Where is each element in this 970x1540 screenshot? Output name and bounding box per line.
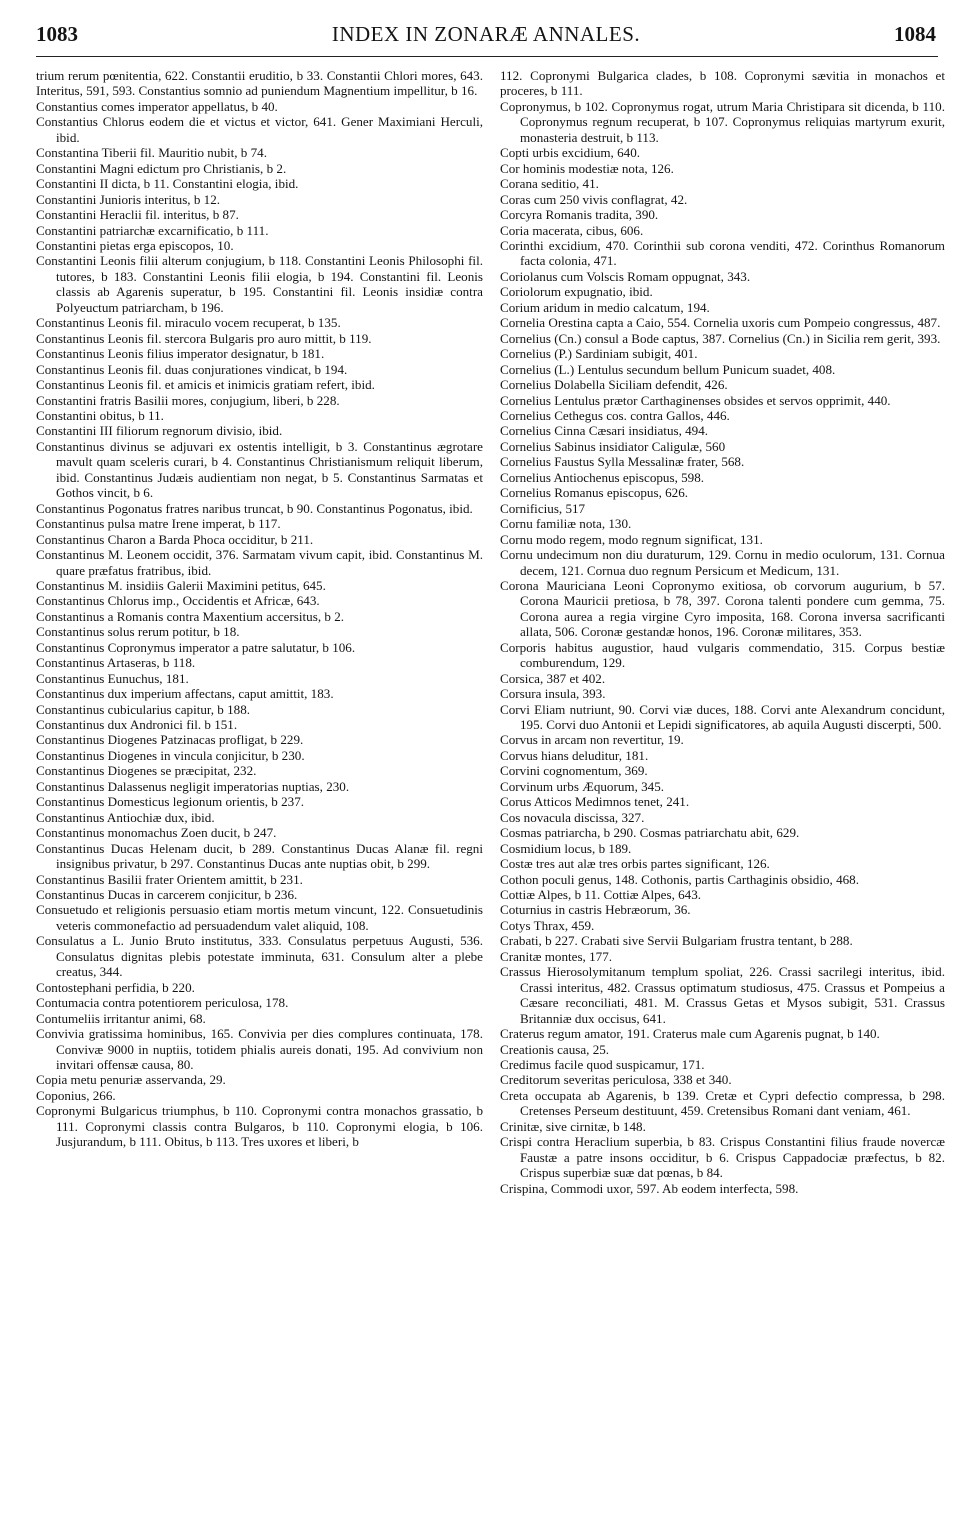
index-entry: Constantinus Ducas in carcerem conjicitur, b 236. — [36, 887, 298, 903]
index-entry: Constantini patriarchæ excarnificatio, b 111. — [36, 222, 269, 238]
index-entry: Constantinus divinus se adjuvari ex ostentis intelligit, b 3. Constantinus ægrotare mavult quam sceleris curari, b 4. Constantinus Christianismum reliquit liberum, ibid. Constantinus Judæis audientiam non negat, b 5. Constantinus Sarmatas et Gothos vincit, b 6. — [36, 438, 483, 501]
index-entry: Constantini Heraclii fil. interitus, b 87. — [36, 207, 239, 223]
index-entry: Corvus in arcam non revertitur, 19. — [500, 732, 684, 748]
index-entry: Contumacia contra potentiorem periculosa, 178. — [36, 995, 289, 1011]
index-entry: Cornu familiæ nota, 130. — [500, 516, 632, 532]
header-rule — [36, 56, 938, 57]
index-entry: Coponius, 266. — [36, 1087, 116, 1103]
index-entry: Corvinum urbs Æquorum, 345. — [500, 778, 665, 794]
index-entry: Corus Atticos Medimnos tenet, 241. — [500, 794, 690, 810]
index-entry: Corsica, 387 et 402. — [500, 670, 606, 686]
index-entry: Corvi Eliam nutriunt, 90. Corvi viæ duces, 188. Corvi ante Alexandrum concidunt, 195. Corvi duo Antonii et Lepidi significatores, ab aquila Augusti discerpti, 500. — [500, 701, 945, 733]
left-column — [36, 68, 483, 1150]
index-entry: Cornificius, 517 — [500, 500, 586, 516]
index-entry: Copronymus, b 102. Copronymus rogat, utrum Maria Christipara sit dicenda, b 110. Copronymus regnum recuperat, b 107. Copronymus reliquias martyrum exurit, monasteria destruit, b 113. — [500, 98, 945, 145]
index-entry: Corinthi excidium, 470. Corinthii sub corona venditi, 472. Corinthus Romanorum facta colonia, 471. — [500, 237, 945, 269]
index-entry: Constantinus M. insidiis Galerii Maximini petitus, 645. — [36, 577, 326, 593]
index-entry: Constantinus Pogonatus fratres naribus truncat, b 90. Constantinus Pogonatus, ibid. — [36, 500, 473, 516]
index-entry: Constantinus dux imperium affectans, caput amittit, 183. — [36, 686, 334, 702]
index-entry: Constantinus M. Leonem occidit, 376. Sarmatam vivum capit, ibid. Constantinus M. quare præfatus fratribus, ibid. — [36, 547, 483, 578]
index-entry: Constantinus Copronymus imperator a patre salutatur, b 106. — [36, 639, 356, 655]
index-entry: Contostephani perfidia, b 220. — [36, 979, 195, 995]
index-entry: Cosmas patriarcha, b 290. Cosmas patriarchatu abit, 629. — [500, 825, 800, 841]
index-entry: Corona Mauriciana Leoni Copronymo exitiosa, ob corvorum augurium, b 57. Corona Mauricii pretiosa, b 78, 397. Corona talenti pondere cum gemma, 75. Corona aurea a regia virgine Cyro imposita, 168. Corona inversa sacrificanti allata, 506. Coronæ gestandæ honos, 196. Coronæ militares, 353. — [500, 577, 945, 640]
index-entry: Constantinus pulsa matre Irene imperat, b 117. — [36, 516, 281, 532]
index-entry: Constantinus Dalassenus negligit imperatorias nuptias, 230. — [36, 778, 350, 794]
index-entry: Cornelius (L.) Lentulus secundum bellum Punicum suadet, 408. — [500, 361, 836, 377]
index-entry: Crinitæ, sive cirnitæ, b 148. — [500, 1118, 646, 1134]
index-entry: Corvus hians deluditur, 181. — [500, 747, 649, 763]
index-entry: Constantinus Diogenes in vincula conjicitur, b 230. — [36, 747, 305, 763]
index-entry: Constantini Junioris interitus, b 12. — [36, 191, 221, 207]
index-entry: trium rerum pœnitentia, 622. Constantii eruditio, b 33. Constantii Chlori mores, 643. Interitus, 591, 593. Constantius somnio ad puniendum Magnentium impellitur, b 16. — [36, 68, 483, 99]
index-entry: Coras cum 250 vivis conflagrat, 42. — [500, 191, 688, 207]
page-number-left: 1083 — [36, 22, 78, 46]
index-entry: Constantius Chlorus eodem die et victus et victor, 641. Gener Maximiani Herculi, ibid. — [36, 114, 483, 145]
index-entry: Creta occupata ab Agarenis, b 139. Cretæ et Cypri defectio compressa, b 298. Cretenses Perseum destituunt, 459. Cretensibus Romani dant veniam, 461. — [500, 1087, 945, 1119]
index-entry: Contumeliis irritantur animi, 68. — [36, 1010, 206, 1026]
index-entry: Cor hominis modestiæ nota, 126. — [500, 160, 674, 176]
index-entry: Cornu undecimum non diu duraturum, 129. Cornu in medio oculorum, 131. Cornua decem, 121. Cornua duo regnum Persicum et Medicum, 131. — [500, 547, 945, 578]
index-entry: Cornelius Faustus Sylla Messalinæ frater, 568. — [500, 454, 745, 470]
index-entry: Constantinus Leonis fil. duas conjurationes vindicat, b 194. — [36, 361, 348, 377]
index-entry: Constantinus Basilii frater Orientem amittit, b 231. — [36, 871, 303, 887]
index-entry: Constantini Leonis filii alterum conjugium, b 118. Constantini Leonis Philosophi fil. tutores, b 183. Constantini Leonis filii elogia, b 194. Constantini fil. Leonis classis ab Agarenis superatur, b 195. Constantini fil. Leonis insidiæ contra Polyeuctum patriarcham, b 196. — [36, 253, 483, 315]
page-header — [36, 16, 936, 50]
index-entry: Cotys Thrax, 459. — [500, 917, 595, 933]
index-entry: Craterus regum amator, 191. Craterus male cum Agarenis pugnat, b 140. — [500, 1026, 880, 1042]
index-entry: Crispi contra Heraclium superbia, b 83. Crispus Constantini filius fraude novercæ Faustæ a patre insons occiditur, b 6. Crispus Cappadociæ præfectus, b 82. Crispus superbiæ suæ dat pœnas, b 84. — [500, 1134, 945, 1181]
index-entry: Consuetudo et religionis persuasio etiam mortis metum vincunt, 122. Consuetudinis veteris commonefactio ad persuadendum valet aliquid, 108. — [36, 902, 483, 933]
page-number-right: 1084 — [894, 22, 936, 46]
index-entry: Constantinus Leonis fil. miraculo vocem recuperat, b 135. — [36, 315, 341, 331]
index-entry: Constantinus Leonis filius imperator designatur, b 181. — [36, 346, 325, 362]
index-entry: Constantinus Diogenes Patzinacas profligat, b 229. — [36, 732, 304, 748]
index-entry: Constantina Tiberii fil. Mauritio nubit, b 74. — [36, 145, 267, 161]
index-entry: Crispina, Commodi uxor, 597. Ab eodem interfecta, 598. — [500, 1180, 799, 1196]
index-entry: Consulatus a L. Junio Bruto institutus, 333. Consulatus perpetuus Augusti, 536. Consulatus dignitas plebis potestate imminuta, 631. Consulum alter a plebe creatus, 344. — [36, 933, 483, 980]
index-entry: Constantinus Artaseras, b 118. — [36, 655, 196, 671]
index-entry: Constantinus Leonis fil. et amicis et inimicis gratiam refert, ibid. — [36, 377, 375, 393]
index-entry: Cosmidium locus, b 189. — [500, 840, 632, 856]
index-entry: Cornelius Cinna Cæsari insidiatus, 494. — [500, 423, 709, 439]
index-entry: Constantinus monomachus Zoen ducit, b 247. — [36, 825, 277, 841]
index-entry: Cornelia Orestina capta a Caio, 554. Cornelia uxoris cum Pompeio congressus, 487. — [500, 315, 941, 331]
index-entry: Constantinus solus rerum potitur, b 18. — [36, 624, 240, 640]
index-entry: Constantinus Antiochiæ dux, ibid. — [36, 809, 215, 825]
index-entry: Copronymi Bulgaricus triumphus, b 110. Copronymi contra monachos grassatio, b 111. Copronymi classis contra Bulgaros, b 110. Copronymi elogia, b 106. Jusjurandum, b 111. Obitus, b 113. Tres uxores et liberi, b — [36, 1103, 483, 1150]
index-entry: Constantini Magni edictum pro Christianis, b 2. — [36, 160, 287, 176]
index-entry: Corsura insula, 393. — [500, 686, 606, 702]
index-entry: Constantinus cubicularius capitur, b 188. — [36, 701, 251, 717]
index-entry: Corporis habitus augustior, haud vulgaris commendatio, 315. Corpus bestiæ comburendum, 129. — [500, 639, 945, 671]
index-entry: Cornelius (Cn.) consul a Bode captus, 387. Cornelius (Cn.) in Sicilia rem gerit, 393. — [500, 330, 941, 346]
index-entry: Cos novacula discissa, 327. — [500, 809, 645, 825]
running-title: INDEX IN ZONARÆ ANNALES. — [331, 22, 641, 46]
index-entry: Cothon poculi genus, 148. Cothonis, partis Carthaginis obsidio, 468. — [500, 871, 859, 887]
index-entry: Corium aridum in medio calcatum, 194. — [500, 299, 710, 315]
index-entry: Convivia gratissima hominibus, 165. Convivia per dies complures continuata, 178. Convivæ 9000 in nuptiis, totidem phialis aureis donati, 195. Ad convivium non invitari offensæ causa, 80. — [36, 1026, 483, 1072]
index-entry: Credimus facile quod suspicamur, 171. — [500, 1057, 705, 1072]
index-entry: Cornelius Dolabella Siciliam defendit, 426. — [500, 377, 728, 393]
index-entry: Crassus Hierosolymitanum templum spoliat, 226. Crassi sacrilegi interitus, ibid. Crassi interitus, 482. Crassus optimatum studiosus, 475. Crassus et Pompeius a Cæsare reconciliati, 481. M. Crassus Getas et Mysos subigit, 531. Crassus Britanniæ dux occisus, 641. — [500, 964, 945, 1026]
index-entry: Cranitæ montes, 177. — [500, 948, 613, 964]
index-entry: Constantini II dicta, b 11. Constantini elogia, ibid. — [36, 176, 299, 192]
index-entry: Constantinus Eunuchus, 181. — [36, 670, 189, 686]
index-entry: Constantinus Domesticus legionum orientis, b 237. — [36, 794, 305, 810]
index-entry: Constantinus Diogenes se præcipitat, 232. — [36, 763, 257, 779]
index-entry: Corana seditio, 41. — [500, 176, 599, 192]
index-entry: Constantini III filiorum regnorum divisio, ibid. — [36, 423, 283, 439]
index-entry: Cornelius Lentulus prætor Carthaginenses obsides et servos opprimit, 440. — [500, 392, 891, 408]
index-entry: Creationis causa, 25. — [500, 1041, 610, 1057]
index-entry: Cornelius Sabinus insidiator Caligulæ, 560 — [500, 438, 726, 454]
index-entry: 112. Copronymi Bulgarica clades, b 108. Copronymi sævitia in monachos et proceres, b 111. — [500, 68, 945, 99]
index-entry: Coria macerata, cibus, 606. — [500, 222, 644, 238]
index-entry: Constantinus a Romanis contra Maxentium accersitus, b 2. — [36, 608, 345, 624]
index-entry: Coriolanus cum Volscis Romam oppugnat, 343. — [500, 268, 751, 284]
index-entry: Copia metu penuriæ asservanda, 29. — [36, 1072, 226, 1088]
index-entry: Cornelius Romanus episcopus, 626. — [500, 485, 689, 501]
index-entry: Cornelius (P.) Sardiniam subigit, 401. — [500, 346, 698, 362]
index-entry: Constantinus Leonis fil. stercora Bulgaris pro auro mittit, b 119. — [36, 330, 372, 346]
index-entry: Constantini fratris Basilii mores, conjugium, liberi, b 228. — [36, 392, 340, 408]
index-entry: Cottiæ Alpes, b 11. Cottiæ Alpes, 643. — [500, 887, 702, 903]
index-entry: Constantinus Charon a Barda Phoca occiditur, b 211. — [36, 531, 314, 547]
index-entry: Coturnius in castris Hebræorum, 36. — [500, 902, 691, 918]
index-entry: Cornelius Cethegus cos. contra Gallos, 446. — [500, 407, 730, 423]
index-entry: Constantinus Ducas Helenam ducit, b 289. Constantinus Ducas Alanæ fil. regni insignibus privatur, b 297. Constantinus Ducas ante nuptias obit, b 299. — [36, 840, 483, 872]
index-entry: Constantini pietas erga episcopos, 10. — [36, 237, 234, 253]
index-entry: Constantius comes imperator appellatus, b 40. — [36, 98, 278, 114]
index-entry: Creditorum severitas periculosa, 338 et 340. — [500, 1072, 732, 1088]
index-entry: Constantini obitus, b 11. — [36, 407, 164, 423]
index-entry: Constantinus dux Andronici fil. b 151. — [36, 717, 238, 733]
index-entry: Constantinus Chlorus imp., Occidentis et Africæ, 643. — [36, 593, 320, 609]
index-entry: Copti urbis excidium, 640. — [500, 145, 641, 161]
right-column — [500, 68, 945, 1196]
index-entry: Coriolorum expugnatio, ibid. — [500, 284, 653, 300]
index-entry: Corcyra Romanis tradita, 390. — [500, 207, 659, 223]
index-entry: Costæ tres aut alæ tres orbis partes significant, 126. — [500, 856, 770, 872]
index-entry: Crabati, b 227. Crabati sive Servii Bulgariam frustra tentant, b 288. — [500, 933, 853, 949]
index-entry: Cornu modo regem, modo regnum significat, 131. — [500, 531, 763, 547]
index-entry: Corvini cognomentum, 369. — [500, 763, 648, 779]
index-entry: Cornelius Antiochenus episcopus, 598. — [500, 469, 705, 485]
